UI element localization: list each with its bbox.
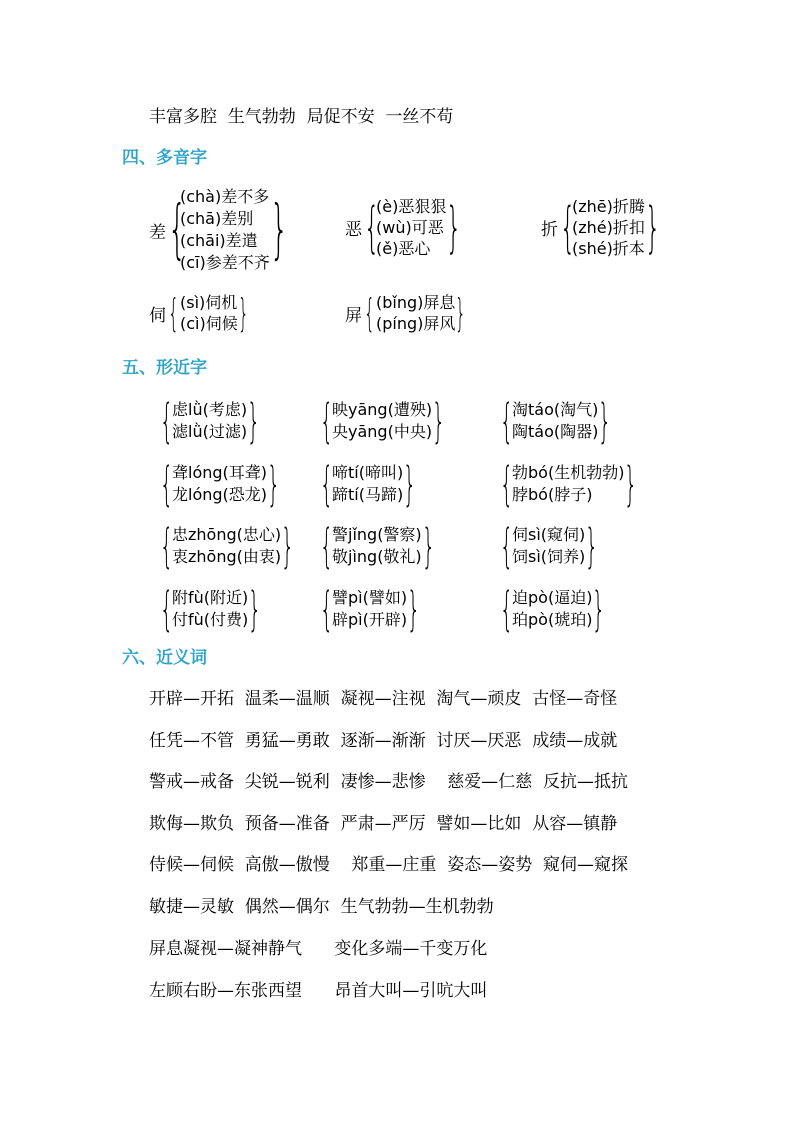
similar-char-pair xyxy=(320,582,421,636)
similar-char-item: 警jǐng(警察) xyxy=(332,525,422,544)
left-brace: { xyxy=(320,519,334,573)
synonym-line: 侍候—伺候 高傲—傲慢 郑重—庄重 姿态—姿势 窥伺—窥探 xyxy=(149,855,629,875)
right-brace: } xyxy=(267,457,281,511)
left-brace: { xyxy=(364,291,375,335)
left-brace: { xyxy=(500,457,514,511)
right-brace: } xyxy=(585,519,599,573)
polyphone-char: 伺 xyxy=(149,305,166,326)
synonym-line: 欺侮—欺负 预备—准备 严肃—严厉 譬如—比如 从容—镇静 xyxy=(149,814,618,834)
similar-char-pair xyxy=(500,582,606,636)
polyphone-reading: (cì)伺候 xyxy=(180,314,238,333)
right-brace: } xyxy=(281,519,295,573)
similar-char-item: 龙lóng(恐龙) xyxy=(172,485,268,504)
similar-char-item: 辟pì(开辟) xyxy=(332,610,408,629)
similar-char-item: 附fù(附近) xyxy=(172,588,249,607)
similar-char-pair xyxy=(320,394,446,448)
polyphone-reading: (píng)屏风 xyxy=(376,314,456,333)
right-brace: } xyxy=(598,394,612,448)
left-brace: { xyxy=(320,394,334,448)
similar-char-pair xyxy=(500,519,599,573)
left-brace: { xyxy=(168,291,179,335)
synonym-line: 开辟—开拓 温柔—温顺 凝视—注视 淘气—顽皮 古怪—奇怪 xyxy=(149,689,618,709)
polyphone-reading: (chā)差别 xyxy=(180,209,254,228)
polyphone-reading: (ě)恶心 xyxy=(376,239,431,258)
left-brace: { xyxy=(500,582,514,636)
synonym-line: 左顾右盼—东张西望 昂首大叫—引吭大叫 xyxy=(149,981,488,1001)
polyphone-char: 折 xyxy=(541,220,558,240)
right-brace: } xyxy=(247,394,261,448)
polyphone-reading: (sì)伺机 xyxy=(180,293,238,312)
synonym-line: 敏捷—灵敏 偶然—偶尔 生气勃勃—生机勃勃 xyxy=(149,897,494,917)
similar-char-pair xyxy=(160,457,281,511)
similar-char-pair xyxy=(160,519,295,573)
similar-char-item: 付fù(付费) xyxy=(172,610,249,629)
right-brace: } xyxy=(455,291,467,335)
similar-char-item: 映yāng(遭殃) xyxy=(332,400,433,419)
similar-char-item: 央yāng(中央) xyxy=(332,422,433,441)
similar-char-item: 衷zhōng(由衷) xyxy=(172,547,282,566)
right-brace: } xyxy=(432,394,446,448)
polyphone-reading: (chāi)差遣 xyxy=(180,231,258,250)
polyphone-reading: (cī)参差不齐 xyxy=(180,253,270,272)
similar-char-item: 迫pò(逼迫) xyxy=(512,588,593,607)
polyphone-group-bing xyxy=(345,292,467,334)
right-brace: } xyxy=(446,195,462,259)
similar-char-item: 忠zhōng(忠心) xyxy=(172,525,282,544)
left-brace: { xyxy=(160,457,174,511)
left-brace: { xyxy=(168,193,187,267)
left-brace: { xyxy=(160,582,174,636)
similar-char-pair xyxy=(320,519,435,573)
polyphone-reading: (zhē)折腾 xyxy=(572,197,645,216)
left-brace: { xyxy=(160,519,174,573)
synonym-line: 警戒—戒备 尖锐—锐利 凄惨—悲惨 慈爱—仁慈 反抗—抵抗 xyxy=(149,772,629,792)
similar-char-item: 伺sì(窥伺) xyxy=(512,525,586,544)
left-brace: { xyxy=(364,195,380,259)
synonym-line: 屏息凝视—凝神静气 变化多端—千变万化 xyxy=(149,939,488,959)
polyphone-group-si xyxy=(149,292,250,334)
left-brace: { xyxy=(560,195,576,259)
polyphone-group-zhe xyxy=(541,195,661,259)
section-heading-similar-chars: 五、形近字 xyxy=(122,358,207,378)
left-brace: { xyxy=(500,519,514,573)
right-brace: } xyxy=(403,457,417,511)
polyphone-reading: (è)恶狠狠 xyxy=(376,197,447,216)
polyphone-char: 差 xyxy=(149,222,166,243)
polyphone-char: 恶 xyxy=(345,220,362,240)
similar-char-item: 蹄tí(马蹄) xyxy=(332,485,404,504)
left-brace: { xyxy=(500,394,514,448)
similar-char-item: 譬pì(譬如) xyxy=(332,588,408,607)
similar-char-item: 脖bó(脖子) xyxy=(512,485,593,504)
polyphone-char: 屏 xyxy=(345,305,362,326)
right-brace: } xyxy=(269,193,289,267)
similar-char-item: 聋lóng(耳聋) xyxy=(172,463,268,482)
synonym-line: 任凭—不管 勇猛—勇敢 逐渐—渐渐 讨厌—厌恶 成绩—成就 xyxy=(149,731,618,751)
right-brace: } xyxy=(644,195,661,259)
polyphone-reading: (zhé)折扣 xyxy=(572,218,645,237)
section-heading-polyphones: 四、多音字 xyxy=(122,148,207,168)
section-heading-synonyms: 六、近义词 xyxy=(122,648,207,668)
similar-char-item: 滤lǜ(过滤) xyxy=(172,422,248,441)
right-brace: } xyxy=(248,582,262,636)
right-brace: } xyxy=(407,582,421,636)
similar-char-pair xyxy=(500,394,612,448)
similar-char-item: 珀pò(琥珀) xyxy=(512,610,593,629)
similar-char-pair xyxy=(160,582,262,636)
similar-char-item: 饲sì(饲养) xyxy=(512,547,586,566)
polyphone-reading: (shé)折本 xyxy=(572,239,645,258)
similar-char-item: 啼tí(啼叫) xyxy=(332,463,404,482)
polyphone-reading: (bǐng)屏息 xyxy=(376,293,456,312)
similar-char-item: 勃bó(生机勃勃) xyxy=(512,463,625,482)
right-brace: } xyxy=(237,291,249,335)
left-brace: { xyxy=(320,457,334,511)
similar-char-item: 虑lǜ(考虑) xyxy=(172,400,248,419)
similar-char-pair xyxy=(500,457,638,511)
similar-char-pair xyxy=(160,394,261,448)
left-brace: { xyxy=(320,582,334,636)
right-brace: } xyxy=(421,519,435,573)
right-brace: } xyxy=(624,457,638,511)
left-brace: { xyxy=(160,394,174,448)
similar-char-pair xyxy=(320,457,417,511)
similar-char-item: 陶táo(陶器) xyxy=(512,422,599,441)
intro-word-line: 丰富多腔 生气勃勃 局促不安 一丝不苟 xyxy=(149,107,454,127)
similar-char-item: 敬jìng(敬礼) xyxy=(332,547,422,566)
right-brace: } xyxy=(592,582,606,636)
polyphone-group-cha xyxy=(149,186,289,274)
polyphone-reading: (wù)可恶 xyxy=(376,218,444,237)
polyphone-group-e xyxy=(345,195,462,259)
polyphone-reading: (chà)差不多 xyxy=(180,187,270,206)
similar-char-item: 淘táo(淘气) xyxy=(512,400,599,419)
